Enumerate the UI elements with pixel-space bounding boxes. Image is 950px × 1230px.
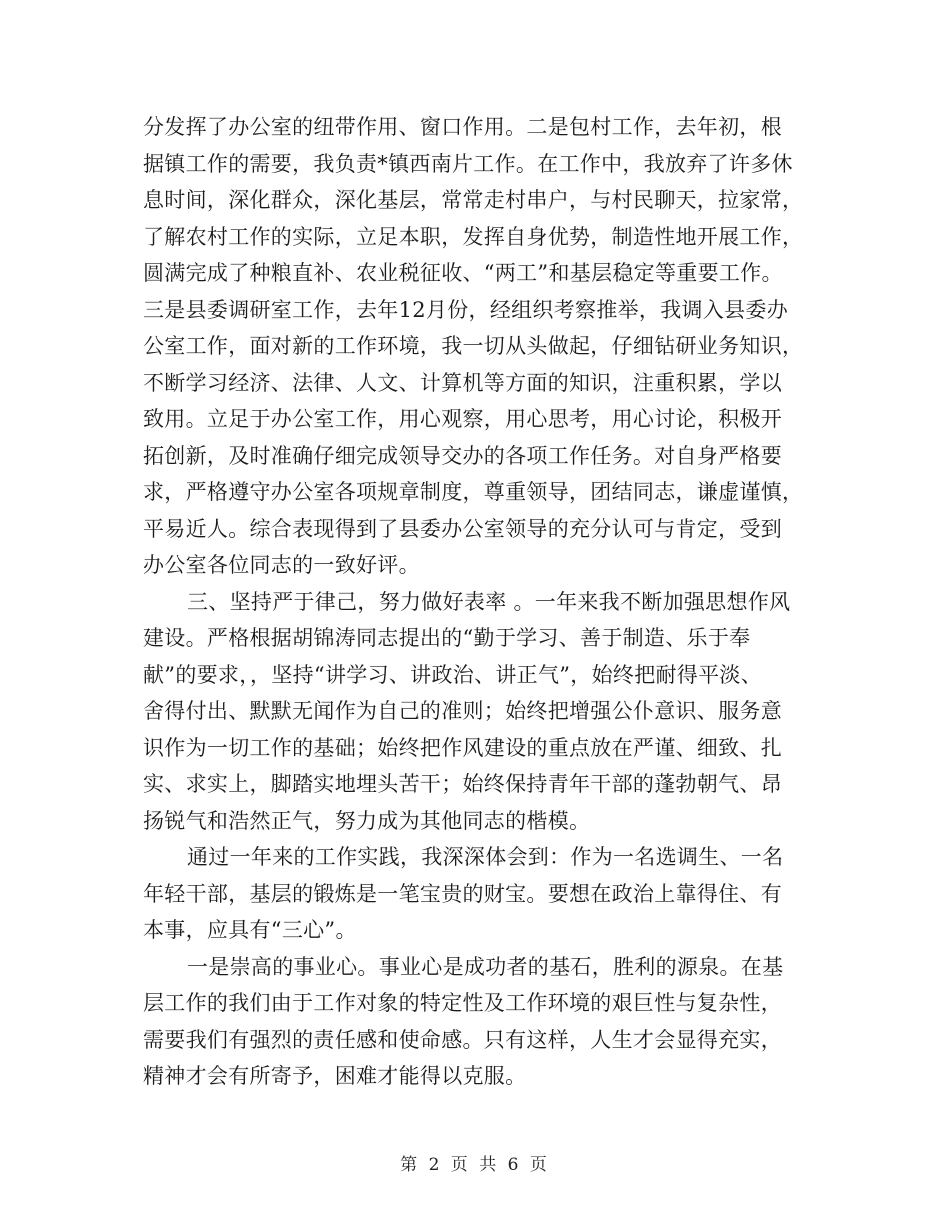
text-line: 据镇工作的需要，我负责*镇西南片工作。在工作中，我放弃了许多休 — [143, 151, 793, 176]
text-line: 献”的要求，，坚持“讲学习、讲政治、讲正气”，始终把耐得平淡、 — [143, 662, 763, 687]
text-line: 公室工作，面对新的工作环境，我一切从头做起，仔细钻研业务知识， — [143, 334, 804, 358]
text-line: 圆满完成了种粮直补、农业税征收、“两工”和基层稳定等重要工作。 — [143, 261, 783, 285]
text-line: 平易近人。综合表现得到了县委办公室领导的充分认可与肯定，受到 — [143, 516, 782, 541]
text-line: 一是崇高的事业心。事业心是成功者的基石，胜利的源泉。在基 — [187, 954, 784, 979]
text-line: 致用。立足于办公室工作，用心观察，用心思考，用心讨论，积极开 — [143, 407, 782, 431]
text-line: 舍得付出、默默无闻作为自己的准则；始终把增强公仆意识、服务意 — [143, 699, 782, 723]
text-line: 不断学习经济、法律、人文、计算机等方面的知识，注重积累，学以 — [143, 370, 782, 395]
text-line: 扬锐气和浩然正气，努力成为其他同志的楷模。 — [143, 808, 591, 833]
text-line: 三、坚持严于律己，努力做好表率 。一年来我不断加强思想作风 — [187, 589, 791, 614]
text-line: 识作为一切工作的基础；始终把作风建设的重点放在严谨、细致、扎 — [143, 735, 782, 760]
text-line: 拓创新，及时准确仔细完成领导交办的各项工作任务。对自身严格要 — [143, 443, 782, 468]
page-footer: 第 2 页 共 6 页 — [400, 1155, 550, 1175]
text-line: 建设。严格根据胡锦涛同志提出的“勤于学习、善于制造、乐于奉 — [143, 626, 751, 650]
document-body — [143, 109, 803, 1095]
text-line: 分发挥了办公室的纽带作用、窗口作用。二是包村工作，去年初，根 — [143, 115, 782, 139]
text-line: 息时间，深化群众，深化基层，常常走村串户，与村民聊天，拉家常， — [143, 188, 804, 212]
text-line: 实、求实上，脚踏实地埋头苦干；始终保持青年干部的蓬勃朝气、昂 — [143, 772, 782, 796]
text-line: 层工作的我们由于工作对象的特定性及工作环境的艰巨性与复杂性， — [143, 991, 782, 1015]
text-line: 办公室各位同志的一致好评。 — [143, 553, 420, 577]
text-line: 求，严格遵守办公室各项规章制度，尊重领导，团结同志，谦虚谨慎， — [143, 480, 804, 504]
text-line: 需要我们有强烈的责任感和使命感。只有这样，人生才会显得充实， — [143, 1027, 782, 1052]
text-line: 精神才会有所寄予，困难才能得以克服。 — [143, 1064, 527, 1088]
text-line: 本事，应具有“三心”。 — [143, 918, 357, 942]
text-line: 了解农村工作的实际，立足本职，发挥自身优势，制造性地开展工作， — [143, 224, 804, 249]
text-line: 通过一年来的工作实践，我深深体会到：作为一名选调生、一名 — [187, 845, 784, 869]
text-line: 年轻干部，基层的锻炼是一笔宝贵的财宝。要想在政治上靠得住、有 — [143, 881, 782, 906]
text-line: 三是县委调研室工作，去年12月份，经组织考察推举，我调入县委办 — [143, 297, 789, 322]
